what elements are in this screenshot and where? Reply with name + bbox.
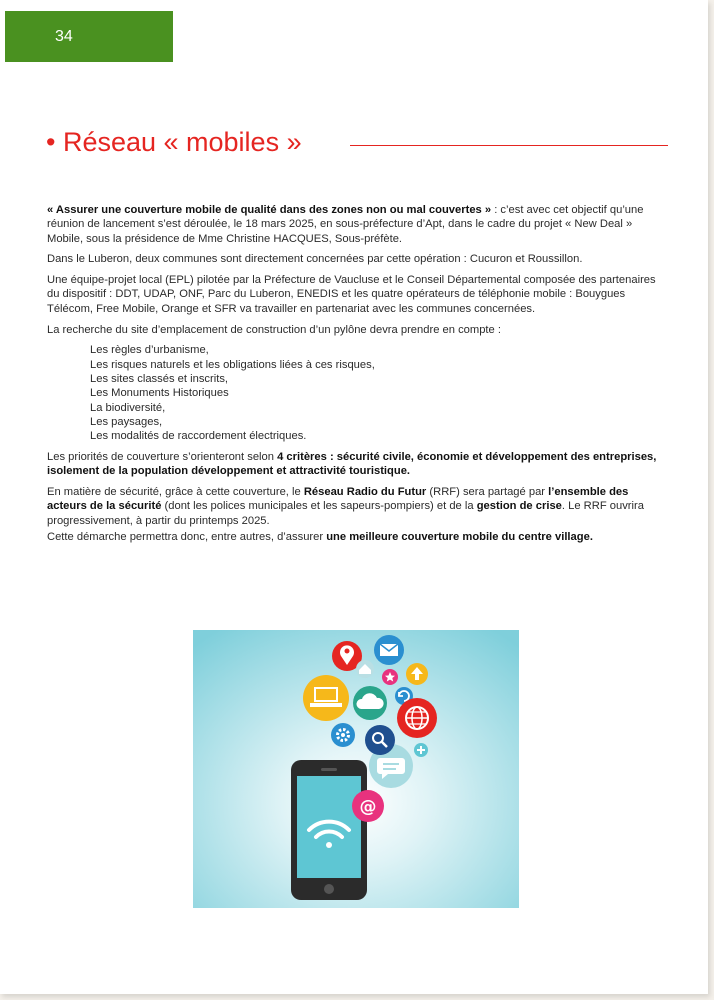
list-item: La biodiversité, xyxy=(90,401,166,414)
section-heading xyxy=(46,124,668,160)
intro-text: : c’est avec cet objectif qu’une réunion de lancement s’est déroulée, le 18 mars 2025, en sous-préfecture d’Apt, dans le cadre du projet « New Deal » Mobile, sous la présidence de Mme Christine HACQUES, Sous-préfète. xyxy=(47,204,644,245)
paragraph-pylon-search: La recherche du site d’emplacement de construction d’un pylône devra prendre en compte : xyxy=(47,323,501,336)
laptop-icon xyxy=(303,675,349,721)
security-text-2: (RRF) sera partagé par xyxy=(426,486,549,499)
star-icon xyxy=(382,669,398,685)
list-item: Les règles d’urbanisme, xyxy=(90,344,209,357)
intro-quote: « Assurer une couverture mobile de qualité dans des zones non ou mal couvertes » xyxy=(47,204,492,216)
mobile-network-illustration xyxy=(193,630,519,908)
security-text-4: . Le RRF ouvrira progressivement, à partir du printemps 2025. xyxy=(47,500,644,527)
security-actors: l’ensemble des acteurs de la sécurité xyxy=(47,486,629,513)
mail-icon xyxy=(374,635,404,665)
security-text-3: (dont les polices municipales et les sapeurs-pompiers) et de la xyxy=(161,500,477,513)
conclusion-text: Cette démarche permettra donc, entre autres, d’assurer xyxy=(47,530,327,543)
list-item: Les Monuments Historiques xyxy=(90,387,229,400)
page-number: 34 xyxy=(55,28,73,45)
illustration-svg xyxy=(193,630,519,908)
globe-icon xyxy=(397,698,437,738)
title-rule xyxy=(350,145,668,146)
section-title: • Réseau « mobiles » xyxy=(46,127,302,157)
paragraph-conclusion xyxy=(47,530,667,544)
search-icon xyxy=(365,725,395,755)
crisis-management: gestion de crise xyxy=(476,500,562,513)
upload-arrow-icon xyxy=(406,663,428,685)
body-text xyxy=(47,203,667,551)
security-text-1: En matière de sécurité, grâce à cette couverture, le xyxy=(47,486,304,499)
priorities-bold: 4 critères : sécurité civile, économie et développement des entreprises, isolement de la population développement et attractivité touristique. xyxy=(47,450,657,478)
plus-icon xyxy=(414,743,428,757)
cloud-icon xyxy=(353,686,387,720)
rrf-name: Réseau Radio du Futur xyxy=(303,486,427,499)
list-item: Les paysages, xyxy=(90,415,163,428)
paragraph-intro xyxy=(47,203,667,246)
home-icon xyxy=(356,660,374,678)
paragraph-epl: Une équipe-projet local (EPL) pilotée par la Préfecture de Vaucluse et le Conseil Départemental composée des partenaires du dispositif : DDT, UDAP, ONF, Parc du Luberon, ENEDIS et les quatre opérateurs de téléphonie mobile : Bouygues Télécom, Free Mobile, Orange et SFR va travailler en partenariat avec les communes concernées. xyxy=(47,274,656,315)
svg-text:@: @ xyxy=(359,797,377,817)
paragraph-security xyxy=(47,485,667,528)
list-item: Les sites classés et inscrits, xyxy=(90,372,229,385)
paragraph-priorities xyxy=(47,450,667,479)
gear-icon xyxy=(331,723,355,747)
criteria-list xyxy=(90,343,667,443)
list-item: Les modalités de raccordement électriques. xyxy=(90,430,307,443)
page-number-badge xyxy=(5,11,173,62)
list-item: Les risques naturels et les obligations liées à ces risques, xyxy=(90,358,375,371)
paragraph-communes: Dans le Luberon, deux communes sont directement concernées par cette opération : Cucuron et Roussillon. xyxy=(47,253,583,266)
at-sign-icon xyxy=(352,790,384,822)
priorities-text: Les priorités de couverture s’orienteront selon xyxy=(47,450,278,463)
conclusion-bold: une meilleure couverture mobile du centre village. xyxy=(326,530,593,543)
